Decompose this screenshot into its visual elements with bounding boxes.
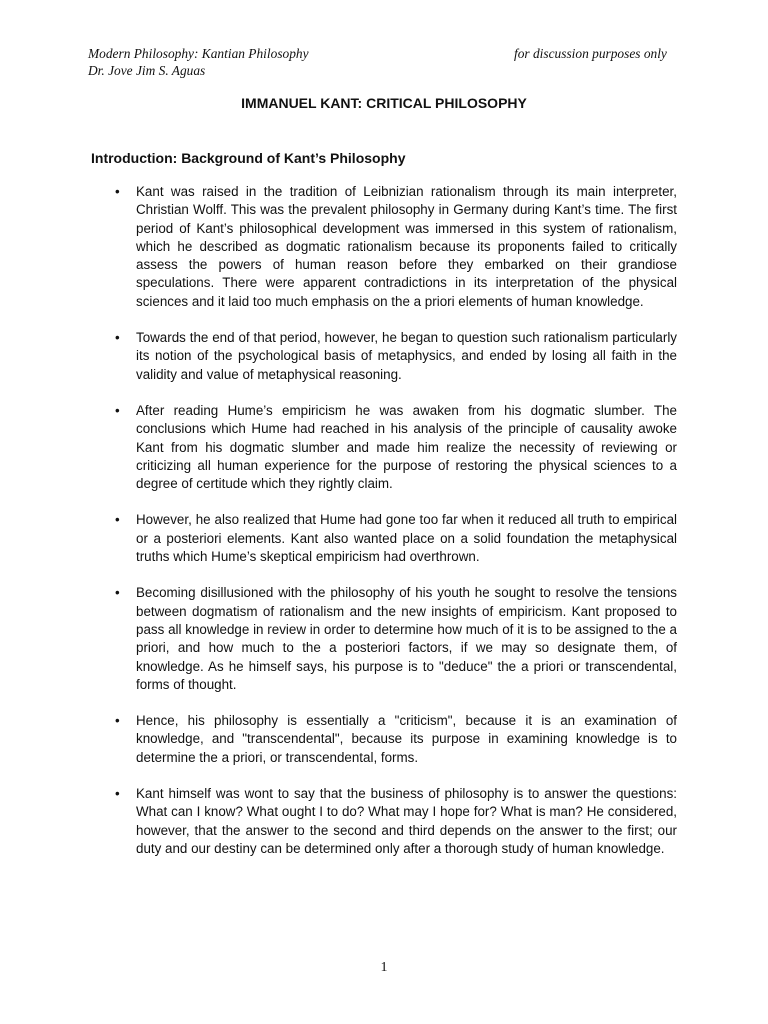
course-title: Modern Philosophy: Kantian Philosophy (88, 46, 309, 61)
document-header-left (88, 45, 309, 79)
bullet-list (115, 183, 677, 876)
list-item (115, 402, 677, 493)
paragraph-text: After reading Hume’s empiricism he was awaken from his dogmatic slumber. The conclusions which Hume had reached in his analysis of the principle of causality awoke Kant from his dogmatic slumber and made him realize the necessity of reviewing or criticizing all human experience for the purpose of restoring the physical sciences to a degree of certitude which they rightly claim. (136, 402, 677, 492)
page-number: 1 (380, 960, 388, 975)
paragraph-text: However, he also realized that Hume had gone too far when it reduced all truth to empirical or a posteriori elements. Kant also wanted place on a solid foundation the metaphysical truths which Hume’s skeptical empiricism had overthrown. (136, 512, 677, 565)
page-title: IMMANUEL KANT: CRITICAL PHILOSOPHY (241, 95, 527, 111)
bullet-icon: • (115, 713, 120, 729)
list-item (115, 183, 677, 311)
paragraph-text: Kant was raised in the tradition of Leibnizian rationalism through its main interpreter, Christian Wolff. This was the prevalent philosophy in Germany during Kant’s time. The first period of Kant’s philosophical development was immersed in this system of rationalism, which he described as dogmatic rationalism because its proponents failed to critically assess the powers of human reason before they embarked on their grandiose speculations. There were apparent contradictions in its interpretation of the physical sciences and it laid too much emphasis on the a priori elements of human knowledge. (136, 184, 677, 309)
bullet-icon: • (115, 402, 120, 418)
paragraph-text: Kant himself was wont to say that the business of philosophy is to answer the questions: What can I know? What ought I to do? What may I hope for? What is man? He considered, however, that the answer to the second and third depends on the answer to the first; our duty and our destiny can be determined only after a thorough study of human knowledge. (136, 786, 677, 856)
list-item (115, 712, 677, 767)
paragraph-text: Hence, his philosophy is essentially a "criticism", because it is an examination of knowledge, and "transcendental", because its purpose in examining knowledge is to determine the a priori, or transcendental, forms. (136, 713, 677, 765)
list-item (115, 785, 677, 858)
bullet-icon: • (115, 330, 120, 346)
bullet-icon: • (115, 786, 120, 802)
bullet-icon: • (115, 184, 120, 199)
list-item (115, 329, 677, 384)
section-heading: Introduction: Background of Kant’s Philosophy (91, 150, 406, 166)
bullet-icon: • (115, 512, 120, 528)
author-name: Dr. Jove Jim S. Aguas (88, 63, 206, 78)
list-item (115, 584, 677, 694)
paragraph-text: Becoming disillusioned with the philosophy of his youth he sought to resolve the tensions between dogmatism of rationalism and the new insights of empiricism. Kant proposed to pass all knowledge in review in order to determine how much of it is to be assigned to the a priori, and how much to the a posteriori factors, if we may so designate them, of knowledge. As he himself says, his purpose is to "deduce" the a priori or transcendental, forms of thought. (136, 585, 677, 692)
bullet-icon: • (115, 585, 120, 601)
list-item (115, 511, 677, 566)
paragraph-text: Towards the end of that period, however, he began to question such rationalism particularly its notion of the psychological basis of metaphysics, and ended by losing all faith in the validity and value of metaphysical reasoning. (136, 330, 677, 382)
discussion-note: for discussion purposes only (514, 46, 667, 61)
